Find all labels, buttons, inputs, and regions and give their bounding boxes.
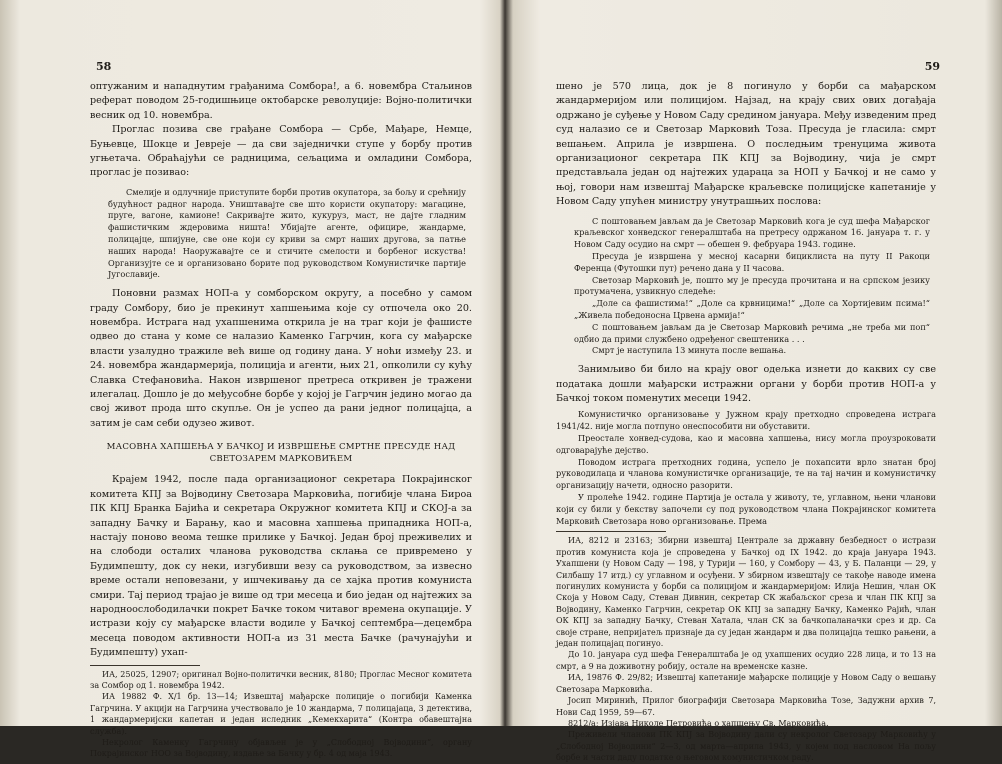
quote-text: Смрт је наступила 13 минута после вешања.	[592, 345, 787, 356]
block-quote	[574, 216, 930, 358]
heading-line: СВЕТОЗАРЕМ МАРКОВИЋЕМ	[209, 454, 353, 465]
footnote-rule	[90, 665, 200, 666]
quote-text: Смелије и одлучније приступите борби против окупатора, за бољу и срећнију будућност радног народа. Уништавајте све што користи окупатору: магацине, пруге, вагоне, камионе! Сакривајте жито, кукуруз, маст, не дајте гладним фашистичким ждеровима ништа! Убијајте агенте, официре, жандарме, полицајце, шпијуне, све оне који су криви за смрт наших другова, за патње наших народа! Наоружавајте се и стичите смелости и борбеног искуства! Организујте се и организовано борите под руководством Комунистичке партије Југославије.	[108, 186, 466, 280]
footnote: ИА, 19876 Ф. 29/82; Извештај капетаније мађарске полиције у Новом Саду о вешању Светозара Марковића.	[556, 673, 936, 694]
right-page	[556, 0, 940, 763]
quote-text: Поводом истрага претходних година, успело је похапсити врло знатан број руководилаца и чланова комунистичке организације, те на тај начин и комунистичку организацију начети, односно разорити.	[556, 456, 936, 491]
footnote: ИА, 8212 и 23163; Збирни извештај Централе за државну безбедност о истрази против комуниста која је спроведена у Бачкој од IX 1942. до краја јануара 1943. Ухапшени (у Новом Саду — 198, у Турији — 160, у Сомбору — 43, у Б. Паланци — 29, у Силбашу 17 итд.) су углавном и осуђени. У збирном извештају се такође наводе имена погинулих комуниста у борби са полицијом и жандармеријом: Илија Нешин, члан ОК Скоја у Новом Саду, Стеван Дивнин, секретар СК жабаљског среза и члан ПК КПЈ за Војводину, Каменко Гагрчин, секретар ОК КПЈ за западну Бачку, Каменко Рајић, члан ОК КПЈ за западну Бачку, Стеван Хатала, члан СК за бачкопаланачки срез и др. Са своје стране, непријатељ признаје да су један жандарм и два полицајца тешко рањени, а један полицајац погинуо.	[556, 536, 936, 649]
paragraph: оптужаним и нападнутим грађанима Сомбора!, а 6. новембра Стаљинов реферат поводом 25-годишњице октобарске револуције: Војно-политички весник од 10. новембра.	[90, 81, 472, 121]
block-quote	[108, 187, 466, 281]
quote-text: Пресуда је извршена у месној касарни бициклиста на путу II Ракоци Ференца (Футошки пут) речено дана у II часова.	[574, 251, 930, 273]
footnote: Некролог Каменку Гагрчину објављен је у „Слободној Војводини“, органу Покрајинског НОО за Војводину, издање за Бачку у бр. 4 од маја 1943.	[90, 738, 472, 759]
paragraph: Проглас позива све грађане Сомбора — Србе, Мађаре, Немце, Буњевце, Шокце и Јевреје — да сви заједнички ступе у борбу против угњетача. Обраћајући се радницима, сељацима и омладини Сомбора, проглас је позивао:	[90, 124, 472, 179]
heading-line: МАСОВНА ХАПШЕЊА У БАЧКОЈ И ИЗВРШЕЊЕ СМРТНЕ ПРЕСУДЕ НАД	[106, 442, 456, 453]
quote-text: С поштовањем јављам да је Светозар Марковић кога је суд шефа Мађарског краљевског хонведског генералштаба на претресу одржаном 16. јануара т. г. у Новом Саду осудио на смрт — обешен 9. фебруара 1943. године.	[574, 215, 930, 250]
paragraph: Поновни размах НОП-а у сомборском округу, а посебно у самом граду Сомбору, био је прекинут хапшењима које су отпочела око 20. новембра. Истрага над ухапшенима открила је на траг који је фашисте одвео до стана у коме се налазио Каменко Гагрчин, кога су мађарске власти узалудно тражиле већ више од годину дана. У ноћи између 23. и 24. новембра жандармерија, полиција и агенти, њих 21, опколили су кућу Славка Стефановића. Након извршеног претреса откривен је тражени илегалац. Дошло је до међусобне борбе у којој је Гагрчин једино могао да свој живот прода што скупље. Он је успео да рани једног полицајца, а затим је сам себи одузео живот.	[90, 288, 472, 429]
left-page	[60, 0, 472, 759]
section-heading	[90, 441, 472, 465]
footnote: До 10. јануара суд шефа Генералштаба је од ухапшених осудио 228 лица, и то 13 на смрт, а 9 на доживотну робију, остале на временске казне.	[556, 650, 936, 671]
quote-text: Светозар Марковић је, пошто му је пресуда прочитана и на српском језику протумачена, узвикнуо следеће:	[574, 274, 930, 297]
left-page-text	[90, 80, 472, 760]
quote-text: Комунистичко организовање у Јужном крају претходно спроведена истрага 1941/42. није могла потпуно онеспособити ни обуставити.	[556, 409, 936, 432]
page-number: 59	[924, 60, 940, 73]
quote-text: У пролеће 1942. године Партија је остала у животу, те, углавном, њени чланови који су били у бекству започели су под руководством чланa Покрајинског комитета Марковић Светозара ново организовање. Према	[556, 492, 936, 526]
paragraph: Занимљиво би било на крају овог одељка изнети до каквих су све података дошли мађарски истражни органи у борби против НОП-а у Бачкој током поменутих месеци 1942.	[556, 364, 936, 405]
report-excerpt	[556, 409, 936, 527]
quote-text: „Доле са фашистима!“ „Доле са крвницима!“ „Доле са Хортијевим псима!“ „Живела победоносна Црвена армија!“	[574, 298, 930, 321]
quote-text: С поштовањем јављам да је Светозар Марковић речима „не треба ми поп“ одбио да прими службено одређеног свештеника . . .	[574, 321, 930, 344]
footnote: ИА, 25025, 12907; оригинал Војно-политички весник, 8180; Проглас Месног комитета за Сомбор од 1. новембра 1942.	[90, 669, 472, 690]
right-page-text	[556, 80, 936, 764]
page-number: 58	[96, 60, 112, 73]
footnote: 8212/а; Изјава Николе Петровића о хапшењу Св. Марковића.	[568, 718, 829, 728]
footnote: Јосип Миринић, Прилог биографији Светозара Марковића Тозе, Задужни архив 7, Нови Сад 1959, 59—67.	[556, 696, 936, 717]
paragraph: Крајем 1942, после пада организационог секретара Покрајинског комитета КПЈ за Војводину Светозара Марковића, погибије члана Бироа ПК КПЈ Бранка Бајића и секретара Окружног комитета КПЈ и СКОЈ-а за западну Бачку и Барању, као и масовна хапшења припадника НОП-а, настају поново веома тешке прилике у Бачкој. Један број преживелих и на слободи осталих чланова руководства склања се привремено у Будимпешту, док су неки, изгубивши везу са руководством, за извесно време остали неповезани, у ишчекивању да се хајка против комуниста смири. Тај период трајао је више од три месеца и био један од најтежих за народноослободилачки покрет Бачке током читавог времена окупације. У истрази коју су мађарске власти водиле у Бачкој септембра—децембра месеца поводом активности НОП-а из 31 места Бачке (рачунајући и Будимпешту) ухап-	[90, 474, 472, 659]
footnote-rule	[556, 531, 666, 532]
paragraph: шено је 570 лица, док је 8 погинуло у борби са мађарском жандармеријом или полицијом. Најзад, на крају свих ових догађаја одржано је суђење у Новом Саду средином јануара. Међу изведеним пред суд налазио се и Светозар Марковић Тоза. Пресуда је гласила: смрт вешањем. Априла је извршена. О последњим тренуцима живота организационог секретара ПК КПЈ за Војводину, чија је смрт представљала један од најтежих удараца за НОП у Бачкој и не само у њој, говори нам извештај Мађарске краљевске полицијске капетаније у Новом Саду упућен министру унутрашњих послова:	[556, 81, 936, 208]
footnote: ИА 19882 Ф. X/1 бр. 13—14; Извештај мађарске полиције о погибији Каменка Гагрчина. У акцији на Гагрчина учествовало је 10 жандарма, 7 полицајаца, 3 детектива, 1 жандармеријски капетан и један иследник „Кемекхарита“ (Контра обавештајна служба).	[90, 692, 472, 736]
footnote: Преживели чланови ПК КПЈ за Војводину дали су некролог Светозару Марковићу у „Слободној Војводини“ 2—3, од марта—априла 1943, у којем под насловом На пољу борбе и части даду податке о његовом комунистичком раду.	[556, 730, 936, 763]
quote-text: Преостале хонвед-судова, као и масовна хапшења, нису могла проузроковати одговарајуће дејство.	[556, 433, 936, 455]
